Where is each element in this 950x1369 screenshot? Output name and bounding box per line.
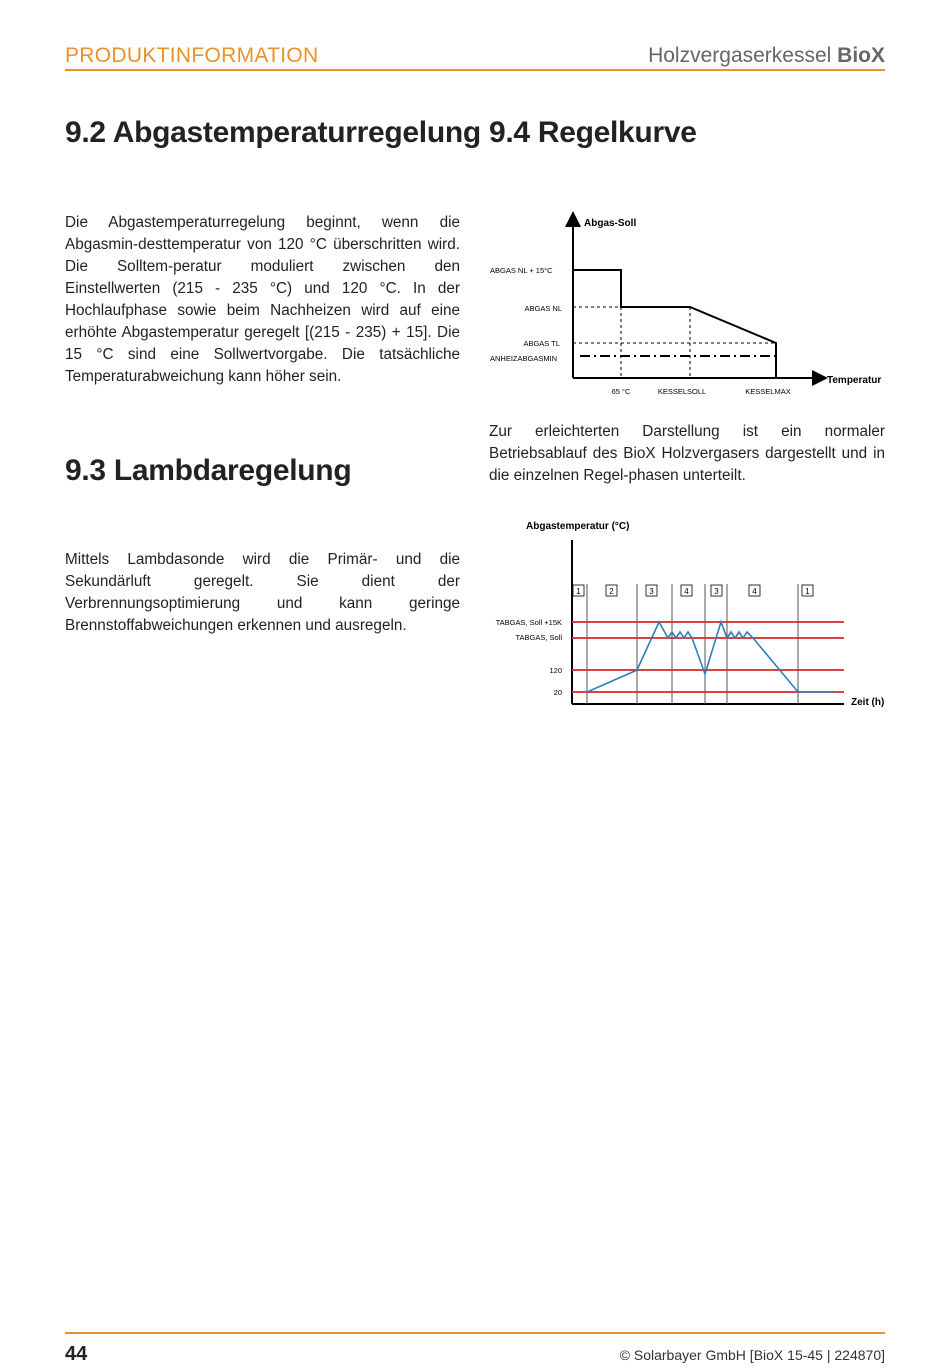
- header-product-title: [648, 44, 885, 68]
- chart2-phase-dividers: [587, 584, 798, 704]
- chart2-ytick-120: 120: [549, 666, 562, 675]
- header-product-prefix: Holzvergaserkessel: [648, 44, 838, 67]
- regelkurve-chart: [480, 205, 890, 405]
- chart2-ytick-soll: TABGAS, Soll: [515, 633, 562, 642]
- footer-copyright: © Solarbayer GmbH [BioX 15-45 | 224870]: [619, 1347, 885, 1363]
- heading-9-3: 9.3 Lambdaregelung: [65, 454, 352, 487]
- chart1-xtick-kesselmax: KESSELMAX: [745, 387, 791, 396]
- page-number: 44: [65, 1343, 88, 1365]
- chart2-phase-label: 1: [576, 587, 581, 596]
- chart2-phase-label: 3: [649, 587, 654, 596]
- heading-9-2: 9.2 Abgastemperaturregelung: [65, 116, 481, 149]
- chart2-curve: [587, 622, 833, 692]
- chart1-x-label: Temperatur: [827, 375, 882, 386]
- chart1-level-anheiz: ANHEIZABGASMIN: [490, 354, 558, 363]
- header-product-bold: BioX: [837, 44, 885, 67]
- paragraph-9-2: Die Abgastemperaturregelung beginnt, wenn die Abgasmin-desttemperatur von 120 °C überschritten wird. Die Solltem-peratur moduliert zwischen den Einstellwerten (215 - 235 °C) und 120 °C. In der Hochlaufphase sowie beim Nachheizen wird auf eine erhöhte Abgastemperatur geregelt [(215 - 235) + 15]. Die 15 °C sind eine Sollwertvorgabe. Die tatsächliche Temperaturabweichung kann höher sein.: [65, 214, 460, 385]
- heading-9-4: 9.4 Regelkurve: [489, 116, 697, 149]
- chart2-ytick-20: 20: [553, 688, 562, 697]
- header-section-title: PRODUKTINFORMATION: [65, 44, 319, 67]
- chart2-y-label: Abgastemperatur (°C): [526, 521, 630, 532]
- chart1-xtick-kesselsoll: KESSELSOLL: [657, 387, 707, 396]
- chart1-level-nl15: ABGAS NL + 15°C: [490, 266, 553, 275]
- paragraph-9-3: Mittels Lambdasonde wird die Primär- und die Sekundärluft geregelt. Sie dient der Verbrennungsoptimierung und kann geringe Brennstoffabweichungen erkennen und ausregeln.: [65, 551, 460, 634]
- chart2-phase-label: 4: [684, 587, 689, 596]
- footer-rule: [65, 1332, 885, 1334]
- chart1-xtick-65: 65 °C: [611, 387, 631, 396]
- header-rule: [65, 69, 885, 71]
- chart2-phase-label: 3: [714, 587, 719, 596]
- chart2-phase-label: 1: [805, 587, 810, 596]
- chart1-level-nl: ABGAS NL: [524, 304, 562, 313]
- chart2-phase-label: 2: [609, 587, 614, 596]
- chart2-x-label: Zeit (h): [851, 697, 885, 708]
- chart1-level-tl: ABGAS TL: [523, 339, 560, 348]
- paragraph-9-4: Zur erleichterten Darstellung ist ein normaler Betriebsablauf des BioX Holzvergasers dargestellt und in die einzelnen Regel-phasen unterteilt.: [489, 423, 885, 484]
- chart1-y-label: Abgas-Soll: [584, 218, 637, 229]
- chart1-curve: [573, 270, 776, 378]
- chart2-phase-label: 4: [752, 587, 757, 596]
- abgastemperatur-chart: [480, 510, 895, 715]
- chart2-ytick-soll15: TABGAS, Soll +15K: [495, 618, 562, 627]
